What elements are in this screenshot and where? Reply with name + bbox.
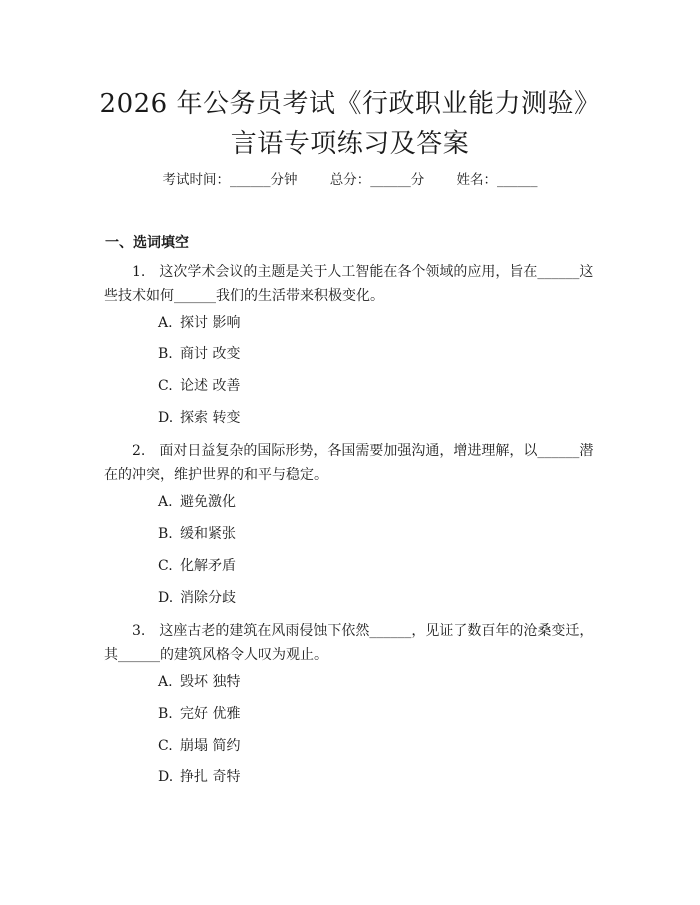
option-letter: A. — [158, 674, 173, 690]
option-letter: C. — [158, 738, 173, 754]
option-letter: A. — [158, 494, 173, 510]
option-letter: D. — [158, 590, 174, 606]
option-text: 化解矛盾 — [180, 558, 236, 574]
option-text: 缓和紧张 — [180, 526, 236, 542]
question-1-option-a — [158, 313, 240, 333]
document-title: 2026 年公务员考试《行政职业能力测验》言语专项练习及答案 — [99, 89, 601, 159]
question-3: 3. 这座古老的建筑在风雨侵蚀下依然______，见证了数百年的沧桑变迁，其______的建筑风格令人叹为观止。 — [104, 623, 594, 663]
option-text: 消除分歧 — [180, 590, 236, 606]
section-title: 一、选词填空 — [105, 235, 189, 251]
option-letter: A. — [158, 315, 173, 331]
option-letter: B. — [158, 706, 173, 722]
question-2-option-c — [158, 556, 236, 576]
exam-time: 考试时间：______分钟 — [162, 172, 298, 188]
option-text: 避免激化 — [180, 494, 236, 510]
question-2: 2. 面对日益复杂的国际形势，各国需要加强沟通，增进理解，以______潜在的冲突，维护世界的和平与稳定。 — [104, 443, 594, 483]
option-text: 商讨 改变 — [180, 346, 241, 362]
option-letter: C. — [158, 378, 173, 394]
question-3-option-b — [158, 704, 240, 724]
option-text: 崩塌 简约 — [180, 738, 241, 754]
option-letter: B. — [158, 526, 173, 542]
option-letter: D. — [158, 410, 174, 426]
option-text: 探索 转变 — [180, 410, 241, 426]
question-1-option-c — [158, 376, 240, 396]
question-2-option-d — [158, 588, 236, 608]
exam-name: 姓名：______ — [456, 172, 538, 188]
option-text: 论述 改善 — [180, 378, 241, 394]
exam-score: 总分：______分 — [329, 172, 425, 188]
question-3-option-c — [158, 736, 240, 756]
question-1-option-d — [158, 408, 240, 428]
exam-meta — [0, 168, 700, 188]
option-letter: D. — [158, 769, 174, 785]
option-text: 完好 优雅 — [180, 706, 241, 722]
option-letter: C. — [158, 558, 173, 574]
option-text: 挣扎 奇特 — [180, 769, 241, 785]
question-3-option-a — [158, 672, 240, 692]
question-3-option-d — [158, 767, 240, 787]
option-letter: B. — [158, 346, 173, 362]
option-text: 探讨 影响 — [180, 315, 241, 331]
question-2-option-a — [158, 492, 236, 512]
question-1: 1. 这次学术会议的主题是关于人工智能在各个领域的应用，旨在______这些技术如何______我们的生活带来积极变化。 — [104, 264, 594, 304]
question-2-option-b — [158, 524, 236, 544]
option-text: 毁坏 独特 — [180, 674, 241, 690]
question-1-option-b — [158, 344, 240, 364]
